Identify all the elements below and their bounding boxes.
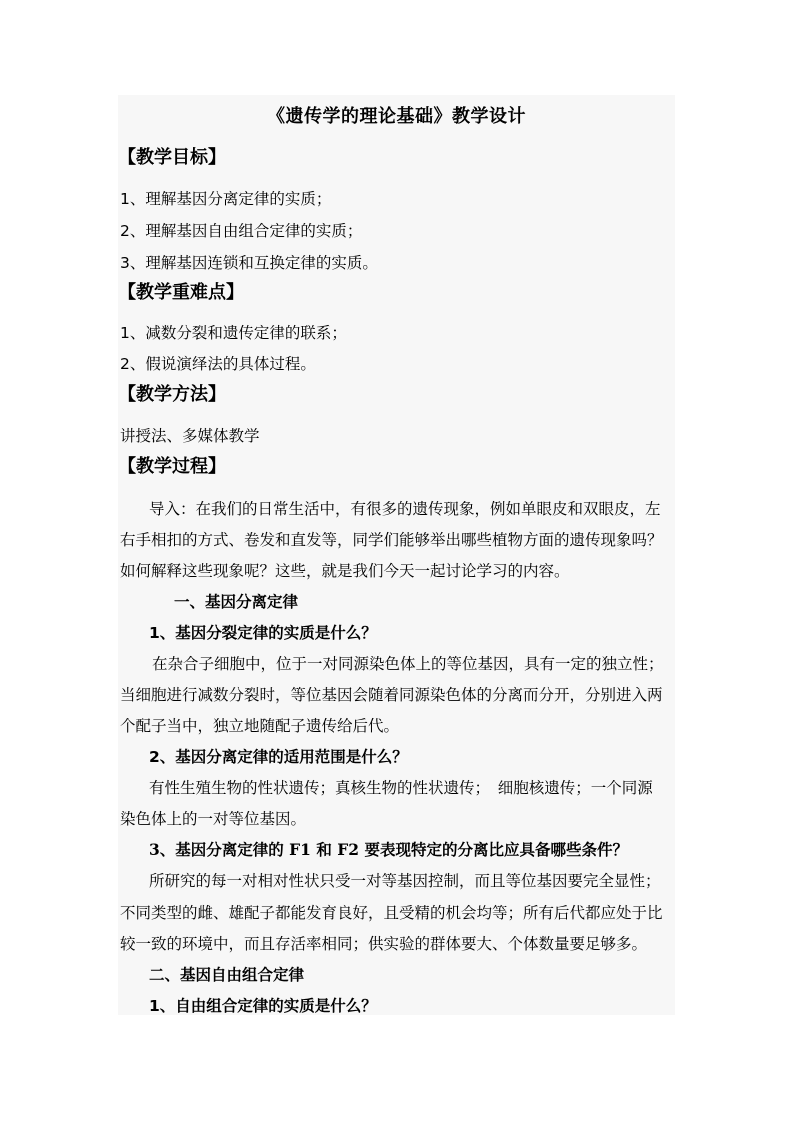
objective-item: 1、理解基因分离定律的实质； [120,190,332,208]
heading-process: 【教学过程】 [118,456,226,477]
heading-key-points: 【教学重难点】 [118,282,244,303]
intro-line: 如何解释这些现象呢？这些，就是我们今天一起讨论学习的内容。 [120,562,570,580]
answer-1-line: 在杂合子细胞中，位于一对同源染色体上的等位基因，具有一定的独立性； [152,655,664,673]
document-page [118,95,675,1015]
heading-methods: 【教学方法】 [118,384,226,405]
key-point-item: 2、假说演绎法的具体过程。 [120,355,316,373]
answer-3-line: 所研究的每一对相对性状只受一对等基因控制，而且等位基因要完全显性； [149,872,661,890]
question-4: 1、自由组合定律的实质是什么？ [149,997,377,1015]
answer-3-line: 不同类型的雌、雄配子都能发育良好，且受精的机会均等；所有后代都应处于比 [120,904,663,922]
answer-1-line: 当细胞进行减数分裂时，等位基因会随着同源染色体的分离而分开，分别进入两 [120,686,663,704]
answer-1-line: 个配子当中，独立地随配子遗传给后代。 [120,717,400,735]
key-point-item: 1、减数分裂和遗传定律的联系； [120,324,347,342]
part2-title: 二、基因自由组合定律 [149,966,305,984]
objective-item: 2、理解基因自由组合定律的实质； [120,222,363,240]
question-2: 2、基因分离定律的适用范围是什么？ [149,748,408,766]
objective-item: 3、理解基因连锁和互换定律的实质。 [120,254,378,272]
answer-2-line: 有性生殖生物的性状遗传；真核生物的性状遗传； 细胞核遗传；一个同源 [149,779,653,797]
document-title: 《遗传学的理论基础》教学设计 [267,106,526,127]
answer-3-line: 较一致的环境中，而且存活率相同；供实验的群体要大、个体数量要足够多。 [120,935,648,953]
question-1: 1、基因分裂定律的实质是什么？ [149,624,377,642]
part1-title: 一、基因分离定律 [174,593,299,611]
intro-line: 导入：在我们的日常生活中，有很多的遗传现象，例如单眼皮和双眼皮，左 [149,500,661,518]
question-3: 3、基因分离定律的 F1 和 F2 要表现特定的分离比应具备哪些条件？ [149,840,628,859]
heading-objectives: 【教学目标】 [118,147,226,168]
intro-line: 右手相扣的方式、卷发和直发等，同学们能够举出哪些植物方面的遗传现象吗？ [120,531,663,549]
methods-text: 讲授法、多媒体教学 [120,427,260,445]
answer-2-line: 染色体上的一对等位基因。 [120,810,307,828]
